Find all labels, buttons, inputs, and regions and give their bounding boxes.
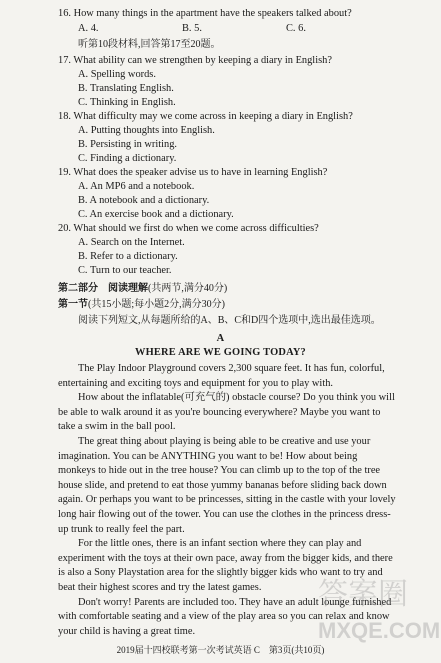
passage-line: with comfortable seating and a view of the play area so you can relax and know <box>58 611 390 623</box>
question-stem: 19. What does the speaker advise us to have in learning English? <box>58 167 328 178</box>
answer-option: C. An exercise book and a dictionary. <box>78 209 234 220</box>
passage-line: For the little ones, there is an infant section where they can play and <box>78 538 362 550</box>
passage-line: your child is having a great time. <box>58 625 196 637</box>
section-heading <box>58 298 225 311</box>
question-stem: 18. What difficulty may we come across in keeping a diary in English? <box>58 111 353 122</box>
page-footer: 2019届十四校联考第一次考试英语 C 第3页(共10页) <box>116 645 325 655</box>
passage-line: The great thing about playing is being able to be creative and use your <box>78 436 371 447</box>
passage-letter: A <box>216 333 225 344</box>
part-heading <box>58 282 227 295</box>
passage-line: entertaining and exciting toys and equipment for you to play with. <box>58 377 334 389</box>
passage-line: house slide, and pretend to eat those yummy bananas before sliding back down <box>58 479 387 491</box>
part-subtitle: (共两节,满分40分) <box>148 283 228 294</box>
question-stem: 20. What should we first do when we come across difficulties? <box>58 223 319 234</box>
passage-line: experiment with the toys at their own pace, away from the bigger kids, and there <box>58 552 393 564</box>
answer-option: B. 5. <box>182 23 202 34</box>
answer-option: A. Spelling words. <box>78 69 156 80</box>
passage-line: long hair flowing out of the tower. You can use the clothes in the princess dress- <box>58 509 391 520</box>
passage-title: WHERE ARE WE GOING TODAY? <box>135 347 306 358</box>
answer-option: B. A notebook and a dictionary. <box>78 195 210 206</box>
answer-option: A. 4. <box>78 23 99 34</box>
passage-line: imagination. You can be ANYTHING you want to be! How about being <box>58 450 358 462</box>
passage-line: The Play Indoor Playground covers 2,300 square feet. It has fun, colorful, <box>78 363 385 374</box>
answer-option: A. An MP6 and a notebook. <box>78 181 195 192</box>
answer-option: C. Thinking in English. <box>78 97 176 108</box>
passage-line: monkeys to hide out in the tree house? You can climb up to the top of the tree <box>58 465 381 477</box>
passage-line: beat their highest scores and try the latest games. <box>58 582 262 593</box>
part-label: 第二部分 阅读理解 <box>58 283 148 294</box>
watermark-line1: 答案圈 <box>318 578 408 611</box>
passage-line: is also a Sony Playstation area for the slightly bigger kids who want to try and <box>58 567 383 579</box>
answer-option: C. Finding a dictionary. <box>78 153 177 164</box>
passage-line: Don't worry! Parents are included too. They have an adult lounge furnished <box>78 596 392 608</box>
answer-option: C. Turn to our teacher. <box>78 265 172 276</box>
passage-line: take a swim in the ball pool. <box>58 421 176 433</box>
watermark-line2: MXQE.COM <box>318 618 440 643</box>
question-stem: 16. How many things in the apartment have the speakers talked about? <box>58 8 352 19</box>
answer-option: B. Translating English. <box>78 83 174 94</box>
answer-option: A. Putting thoughts into English. <box>78 125 215 136</box>
answer-option: C. 6. <box>286 23 306 34</box>
section-label: 第一节 <box>58 299 88 310</box>
question-stem: 17. What ability can we strengthen by keeping a diary in English? <box>58 55 332 66</box>
section-subtitle: (共15小题;每小题2分,满分30分) <box>88 299 225 310</box>
passage-line: up trunk to really feel the part. <box>58 523 185 535</box>
passage-line: How about the inflatable(可充气的) obstacle course? Do you think you will <box>78 392 395 404</box>
answer-option: B. Refer to a dictionary. <box>78 251 178 262</box>
reading-instruction: 阅读下列短文,从每题所给的A、B、C和D四个选项中,选出最佳选项。 <box>78 315 381 326</box>
passage-line: be able to walk around it as you're bouncing everywhere? Maybe you want to <box>58 406 381 418</box>
listening-instruction: 听第10段材料,回答第17至20题。 <box>78 39 221 50</box>
passage-line: again. Or perhaps you want to be princesses, sitting in the castle with your lovely <box>58 494 396 506</box>
answer-option: A. Search on the Internet. <box>78 237 185 248</box>
answer-option: B. Persisting in writing. <box>78 139 178 150</box>
